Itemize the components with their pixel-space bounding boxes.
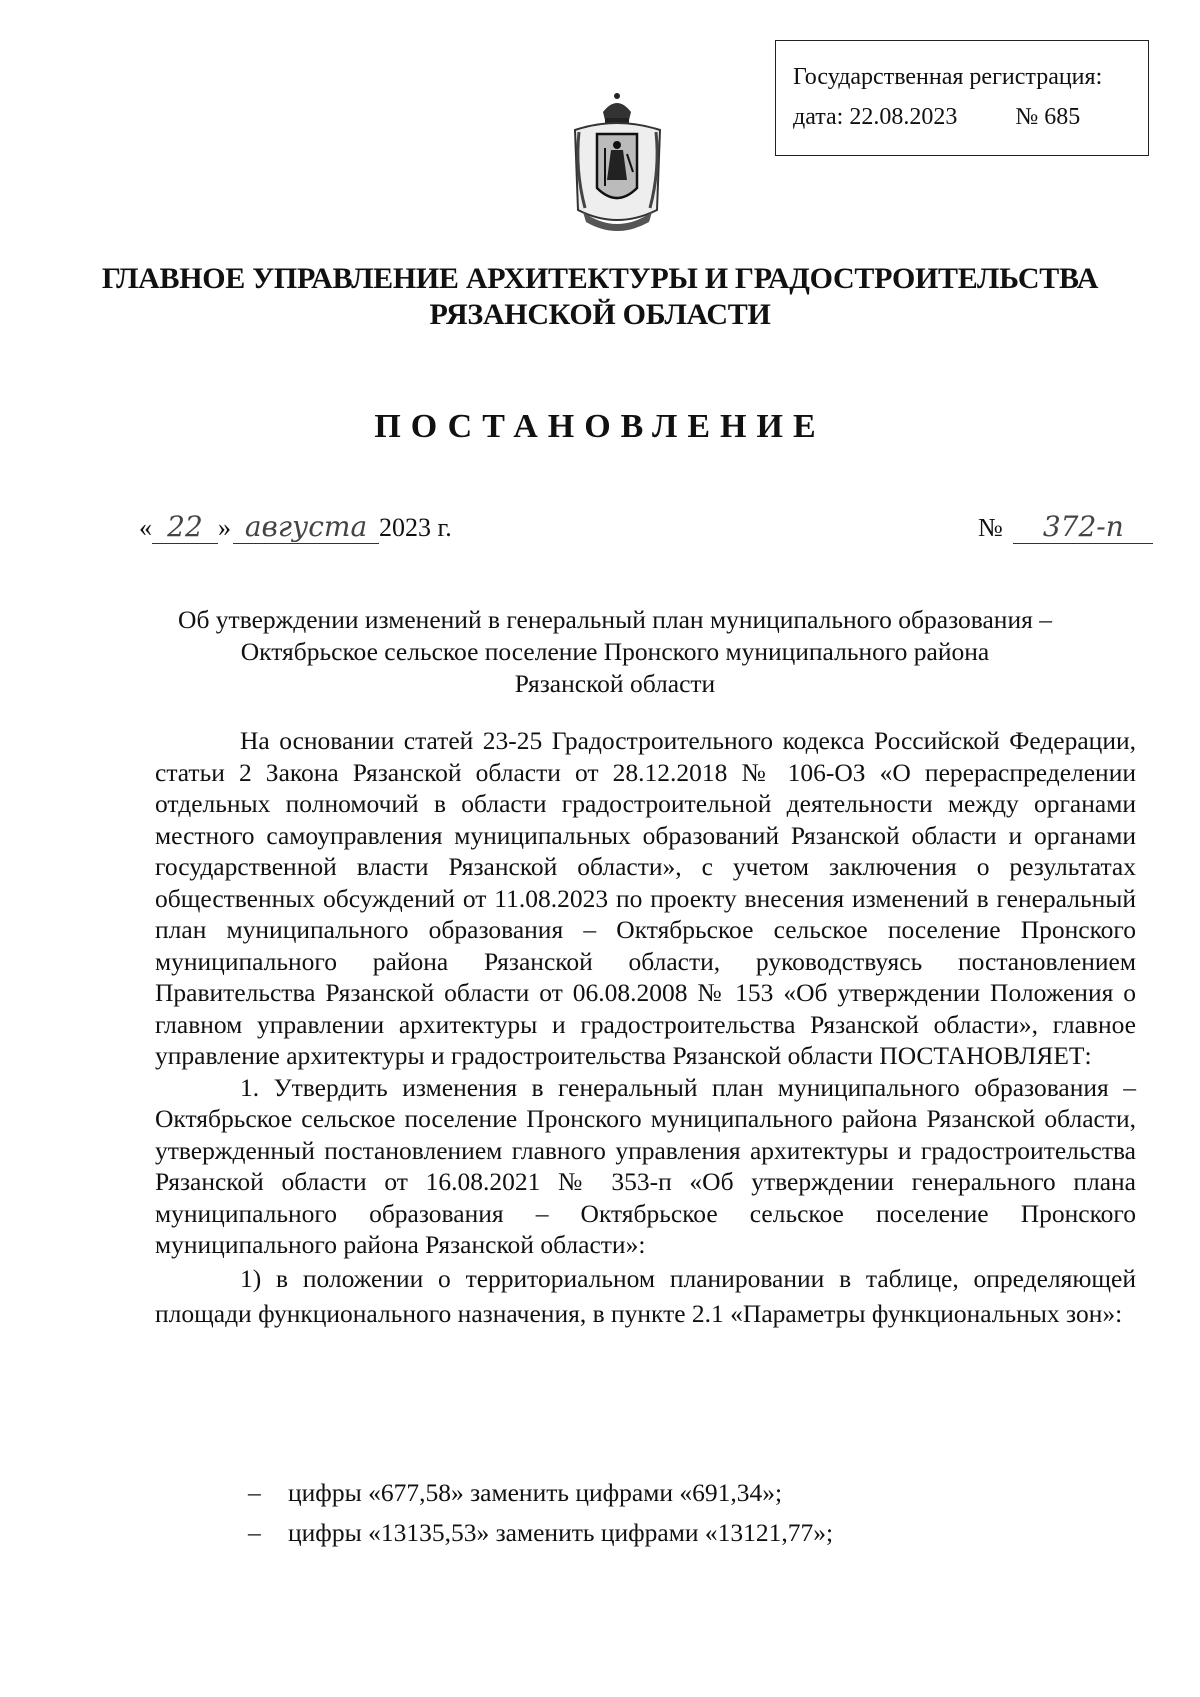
registration-number: № 685 (1015, 104, 1081, 130)
resolution-item-1: 1. Утвердить изменения в генеральный план муниципального образования – Октябрьское сельское поселение Пронского муниципального района Рязанской области, утвержденный постановлением главного управления архитектуры и градостроительства Рязанской области от 16.08.2021 № 353-п «Об утверждении генерального плана муниципального образования – Октябрьское сельское поселение Пронского муниципального района Рязанской области»: (155, 1072, 1136, 1259)
date-year: 2023 г. (379, 513, 452, 542)
subject-line: Октябрьское сельское поселение Пронского муниципального района (240, 637, 990, 666)
date-open-quote: « (139, 513, 152, 542)
dash-bullet: – (248, 1478, 261, 1507)
handwritten-month: августа (233, 510, 379, 544)
document-body (155, 725, 1136, 1331)
registration-title: Государственная регистрация: (793, 64, 1103, 90)
change-text: цифры «13135,53» заменить цифрами «13121,77»; (288, 1518, 834, 1547)
change-list-item (248, 1518, 833, 1548)
ryazan-coat-of-arms-icon (565, 90, 670, 240)
agency-name-line2: РЯЗАНСКОЙ ОБЛАСТИ (429, 298, 771, 331)
number-prefix: № (978, 513, 1003, 542)
document-subject (150, 604, 1080, 700)
registration-stamp (775, 40, 1149, 156)
change-list-item (248, 1478, 782, 1508)
resolution-subitem-1: 1) в положении о территориальном планировании в таблице, определяющей площади функционального назначения, в пункте 2.1 «Параметры функциональных зон»: (155, 1263, 1136, 1328)
date-close-quote: » (218, 513, 231, 542)
subject-line: Рязанской области (514, 669, 716, 698)
agency-name-line1: ГЛАВНОЕ УПРАВЛЕНИЕ АРХИТЕКТУРЫ И ГРАДОСТРОИТЕЛЬСТВА (101, 262, 1099, 295)
document-date (139, 510, 452, 544)
dash-bullet: – (248, 1518, 261, 1547)
document-type-title: ПОСТАНОВЛЕНИЕ (374, 408, 826, 445)
preamble-paragraph: На основании статей 23-25 Градостроительного кодекса Российской Федерации, статьи 2 Закона Рязанской области от 28.12.2018 № 106-ОЗ «О перераспределении отдельных полномочий в области градостроительной деятельности между органами местного самоуправления муниципальных образований Рязанской области и органами государственной власти Рязанской области», с учетом заключения о результатах общественных обсуждений от 11.08.2023 по проекту внесения изменений в генеральный план муниципального образования – Октябрьское сельское поселение Пронского муниципального района Рязанской области, руководствуясь постановлением Правительства Рязанской области от 06.08.2008 № 153 «Об утверждении Положения о главном управлении архитектуры и градостроительства Рязанской области», главное управление архитектуры и градостроительства Рязанской области ПОСТАНОВЛЯЕТ: (155, 726, 1136, 1070)
document-number (978, 510, 1153, 544)
subject-line: Об утверждении изменений в генеральный план муниципального образования – (178, 605, 1052, 634)
registration-date: дата: 22.08.2023 (793, 104, 958, 130)
handwritten-day: 22 (152, 510, 218, 544)
change-text: цифры «677,58» заменить цифрами «691,34»; (288, 1478, 783, 1507)
handwritten-number: 372-п (1013, 510, 1153, 544)
